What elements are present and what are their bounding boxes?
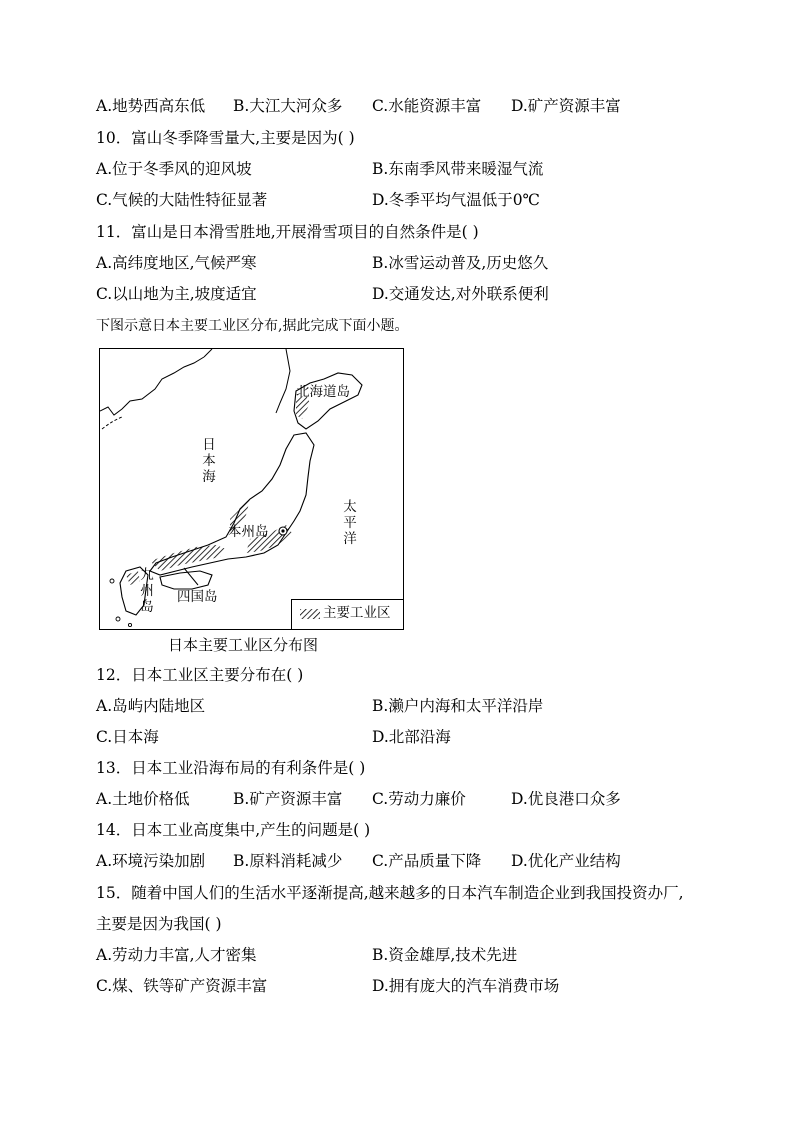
- label-honshu: 本州岛: [228, 524, 269, 540]
- map-caption: 日本主要工业区分布图: [168, 636, 319, 654]
- island: [116, 617, 120, 621]
- q11-option-d[interactable]: D.交通发达,对外联系便利: [372, 285, 549, 303]
- continent-coast-north: [204, 349, 212, 357]
- q14-option-c[interactable]: C.产品质量下降: [372, 852, 482, 870]
- q10-option-d[interactable]: D.冬季平均气温低于0℃: [372, 191, 541, 209]
- q14-stem: 14．日本工业高度集中,产生的问题是( ): [96, 821, 371, 839]
- q15-option-a[interactable]: A.劳动力丰富,人才密集: [96, 946, 257, 964]
- q13-option-a[interactable]: A.土地价格低: [96, 790, 190, 808]
- q12-stem: 12．日本工业区主要分布在( ): [96, 666, 304, 684]
- sakhalin-coast: [276, 349, 290, 413]
- q10-option-b[interactable]: B.东南季风带来暖湿气流: [372, 160, 544, 178]
- q14-option-b[interactable]: B.原料消耗减少: [233, 852, 343, 870]
- legend-hatch-swatch: [300, 609, 320, 619]
- label-pacific: 太平洋: [343, 499, 357, 547]
- q10-option-c[interactable]: C.气候的大陆性特征显著: [96, 191, 268, 209]
- capital-marker-dot: [281, 529, 284, 532]
- q11-option-c[interactable]: C.以山地为主,坡度适宜: [96, 285, 257, 303]
- map-legend: [291, 599, 403, 629]
- q12-option-a[interactable]: A.岛屿内陆地区: [96, 697, 206, 715]
- q10-option-a[interactable]: A.位于冬季风的迎风坡: [96, 160, 252, 178]
- map-intro: 下图示意日本主要工业区分布,据此完成下面小题。: [96, 318, 409, 334]
- label-sea-of-japan: 日本海: [202, 437, 216, 485]
- q11-option-b[interactable]: B.冰雪运动普及,历史悠久: [372, 254, 549, 272]
- japan-industrial-map: [99, 348, 404, 630]
- q14-option-d[interactable]: D.优化产业结构: [511, 852, 621, 870]
- shikoku-outline: [160, 571, 212, 589]
- q14-option-a[interactable]: A.环境污染加剧: [96, 852, 206, 870]
- q15-stem-continued: 主要是因为我国( ): [96, 915, 222, 933]
- label-kyushu: 九州岛: [140, 567, 154, 615]
- label-shikoku: 四国岛: [177, 589, 218, 605]
- q15-option-d[interactable]: D.拥有庞大的汽车消费市场: [372, 977, 560, 995]
- q9-option-b[interactable]: B.大江大河众多: [233, 97, 343, 115]
- q11-stem: 11．富山是日本滑雪胜地,开展滑雪项目的自然条件是( ): [96, 223, 479, 241]
- q9-option-c[interactable]: C.水能资源丰富: [372, 97, 482, 115]
- label-hokkaido: 北海道岛: [296, 384, 350, 400]
- continent-coast-line: [100, 357, 204, 415]
- q13-stem: 13．日本工业沿海布局的有利条件是( ): [96, 759, 366, 777]
- q15-option-b[interactable]: B.资金雄厚,技术先进: [372, 946, 518, 964]
- q12-option-c[interactable]: C.日本海: [96, 728, 159, 746]
- q11-option-a[interactable]: A.高纬度地区,气候严寒: [96, 254, 257, 272]
- q9-option-a[interactable]: A.地势西高东低: [96, 97, 206, 115]
- q13-option-b[interactable]: B.矿产资源丰富: [233, 790, 343, 808]
- island: [128, 623, 131, 626]
- island: [110, 579, 114, 583]
- q15-option-c[interactable]: C.煤、铁等矿产资源丰富: [96, 977, 268, 995]
- legend-label: 主要工业区: [323, 605, 391, 621]
- q13-option-d[interactable]: D.优良港口众多: [511, 790, 621, 808]
- q9-option-d[interactable]: D.矿产资源丰富: [511, 97, 621, 115]
- q10-stem: 10．富山冬季降雪量大,主要是因为( ): [96, 129, 355, 147]
- q13-option-c[interactable]: C.劳动力廉价: [372, 790, 466, 808]
- q12-option-d[interactable]: D.北部沿海: [372, 728, 451, 746]
- q15-stem: 15．随着中国人们的生活水平逐渐提高,越来越多的日本汽车制造企业到我国投资办厂,: [96, 884, 684, 902]
- q12-option-b[interactable]: B.濑户内海和太平洋沿岸: [372, 697, 544, 715]
- border-line: [102, 417, 122, 429]
